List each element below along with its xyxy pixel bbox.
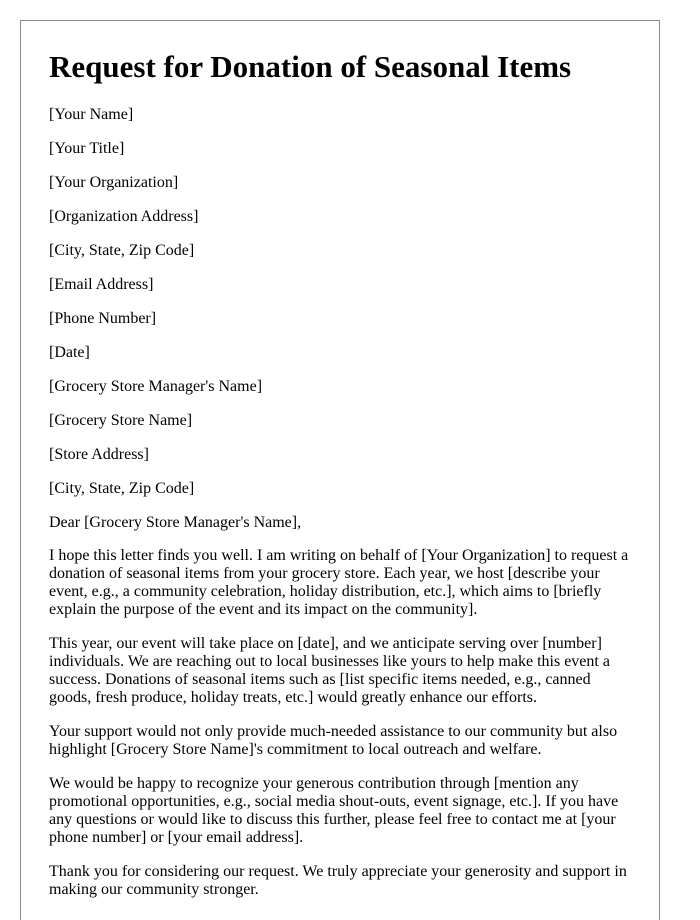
- body-paragraph-3: Your support would not only provide much-needed assistance to our community but also highlight [Grocery Store Name]'s commitment to local outreach and welfare.: [49, 723, 618, 758]
- letter-body: [49, 547, 631, 899]
- recipient-block: [49, 377, 631, 499]
- letter-page: [20, 20, 660, 920]
- sender-city-state-zip: [City, State, Zip Code]: [49, 242, 195, 259]
- recipient-store-name: [Grocery Store Name]: [49, 412, 193, 429]
- body-paragraph-2: This year, our event will take place on [date], and we anticipate serving over [number] individuals. We are reaching out to local businesses like yours to help make this event a success. Donations of seasonal items such as [list specific items needed, e.g., canned goods, fresh produce, holiday treats, etc.] would greatly enhance our efforts.: [49, 635, 610, 706]
- sender-block: [49, 105, 631, 363]
- sender-phone: [Phone Number]: [49, 310, 157, 327]
- body-paragraph-5: Thank you for considering our request. We truly appreciate your generosity and support in making our community stronger.: [49, 863, 627, 898]
- letter-title: Request for Donation of Seasonal Items: [49, 49, 572, 84]
- recipient-name: [Grocery Store Manager's Name]: [49, 378, 263, 395]
- recipient-city-state-zip: [City, State, Zip Code]: [49, 480, 195, 497]
- body-paragraph-1: I hope this letter finds you well. I am writing on behalf of [Your Organization] to request a donation of seasonal items from your grocery store. Each year, we host [describe your event, e.g., a community celebration, holiday distribution, etc.], which aims to [briefly explain the purpose of the event and its impact on the community].: [49, 547, 629, 618]
- salutation: Dear [Grocery Store Manager's Name],: [49, 514, 302, 531]
- sender-address: [Organization Address]: [49, 208, 199, 225]
- sender-name: [Your Name]: [49, 106, 134, 123]
- sender-title: [Your Title]: [49, 140, 125, 157]
- letter-date: [Date]: [49, 344, 90, 361]
- recipient-store-address: [Store Address]: [49, 446, 149, 463]
- sender-organization: [Your Organization]: [49, 174, 179, 191]
- sender-email: [Email Address]: [49, 276, 154, 293]
- body-paragraph-4: We would be happy to recognize your generous contribution through [mention any promotional opportunities, e.g., social media shout-outs, event signage, etc.]. If you have any questions or would like to discuss this further, please feel free to contact me at [your phone number] or [your email address].: [49, 775, 619, 846]
